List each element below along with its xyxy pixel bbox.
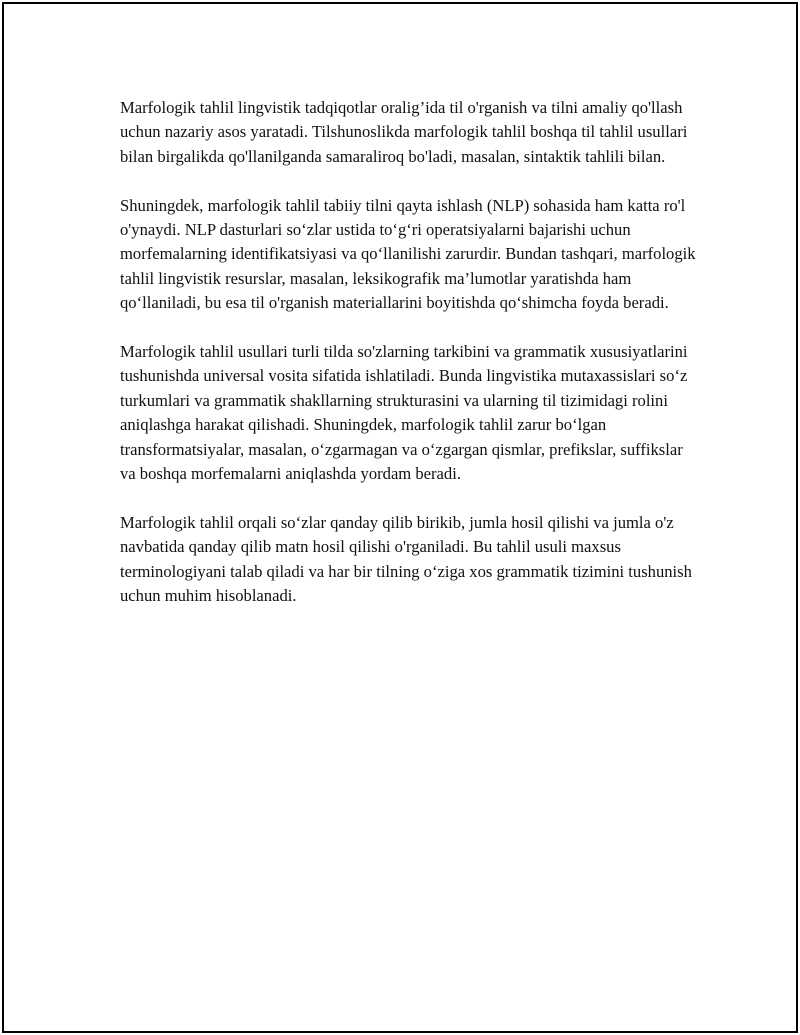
paragraph-1: Marfologik tahlil lingvistik tadqiqotlar oralig’ida til o'rganish va tilni amaliy qo'llash uchun nazariy asos yaratadi. Tilshunoslikda marfologik tahlil boshqa til tahlil usullari bilan birgalikda qo'llanilganda samaraliroq bo'ladi, masalan, sintaktik tahlili bilan. (120, 98, 688, 166)
paragraph-4: Marfologik tahlil orqali so‘zlar qanday qilib birikib, jumla hosil qilishi va jumla o'z navbatida qanday qilib matn hosil qilishi o'rganiladi. Bu tahlil usuli maxsus terminologiyani talab qiladi va har bir tilning o‘ziga xos grammatik tizimini tushunish uchun muhim hisoblanadi. (120, 512, 692, 606)
document-body (120, 96, 700, 633)
document-page (2, 2, 798, 1033)
paragraph-3: Marfologik tahlil usullari turli tilda so'zlarning tarkibini va grammatik xususiyatlarini tushunishda universal vosita sifatida ishlatiladi. Bunda lingvistika mutaxassislari so‘z turkumlari va grammatik shakllarning strukturasini va ularning til tizimidagi rolini aniqlashga harakat qilishadi. Shuningdek, marfologik tahlil zarur bo‘lgan transformatsiyalar, masalan, o‘zgarmagan va o‘zgargan qismlar, prefikslar, suffikslar va boshqa morfemalarni aniqlashda yordam beradi. (120, 342, 688, 484)
paragraph-2: Shuningdek, marfologik tahlil tabiiy tilni qayta ishlash (NLP) sohasida ham katta ro'l o'ynaydi. NLP dasturlari so‘zlar ustida to‘g‘ri operatsiyalarni bajarishi uchun morfemalarning identifikatsiyasi va qo‘llanilishi zarurdir. Bundan tashqari, marfologik tahlil lingvistik resurslar, masalan, leksikografik ma’lumotlar yaratishda ham qo‘llaniladi, bu esa til o'rganish materiallarini boyitishda qo‘shimcha foyda beradi. (120, 195, 696, 313)
